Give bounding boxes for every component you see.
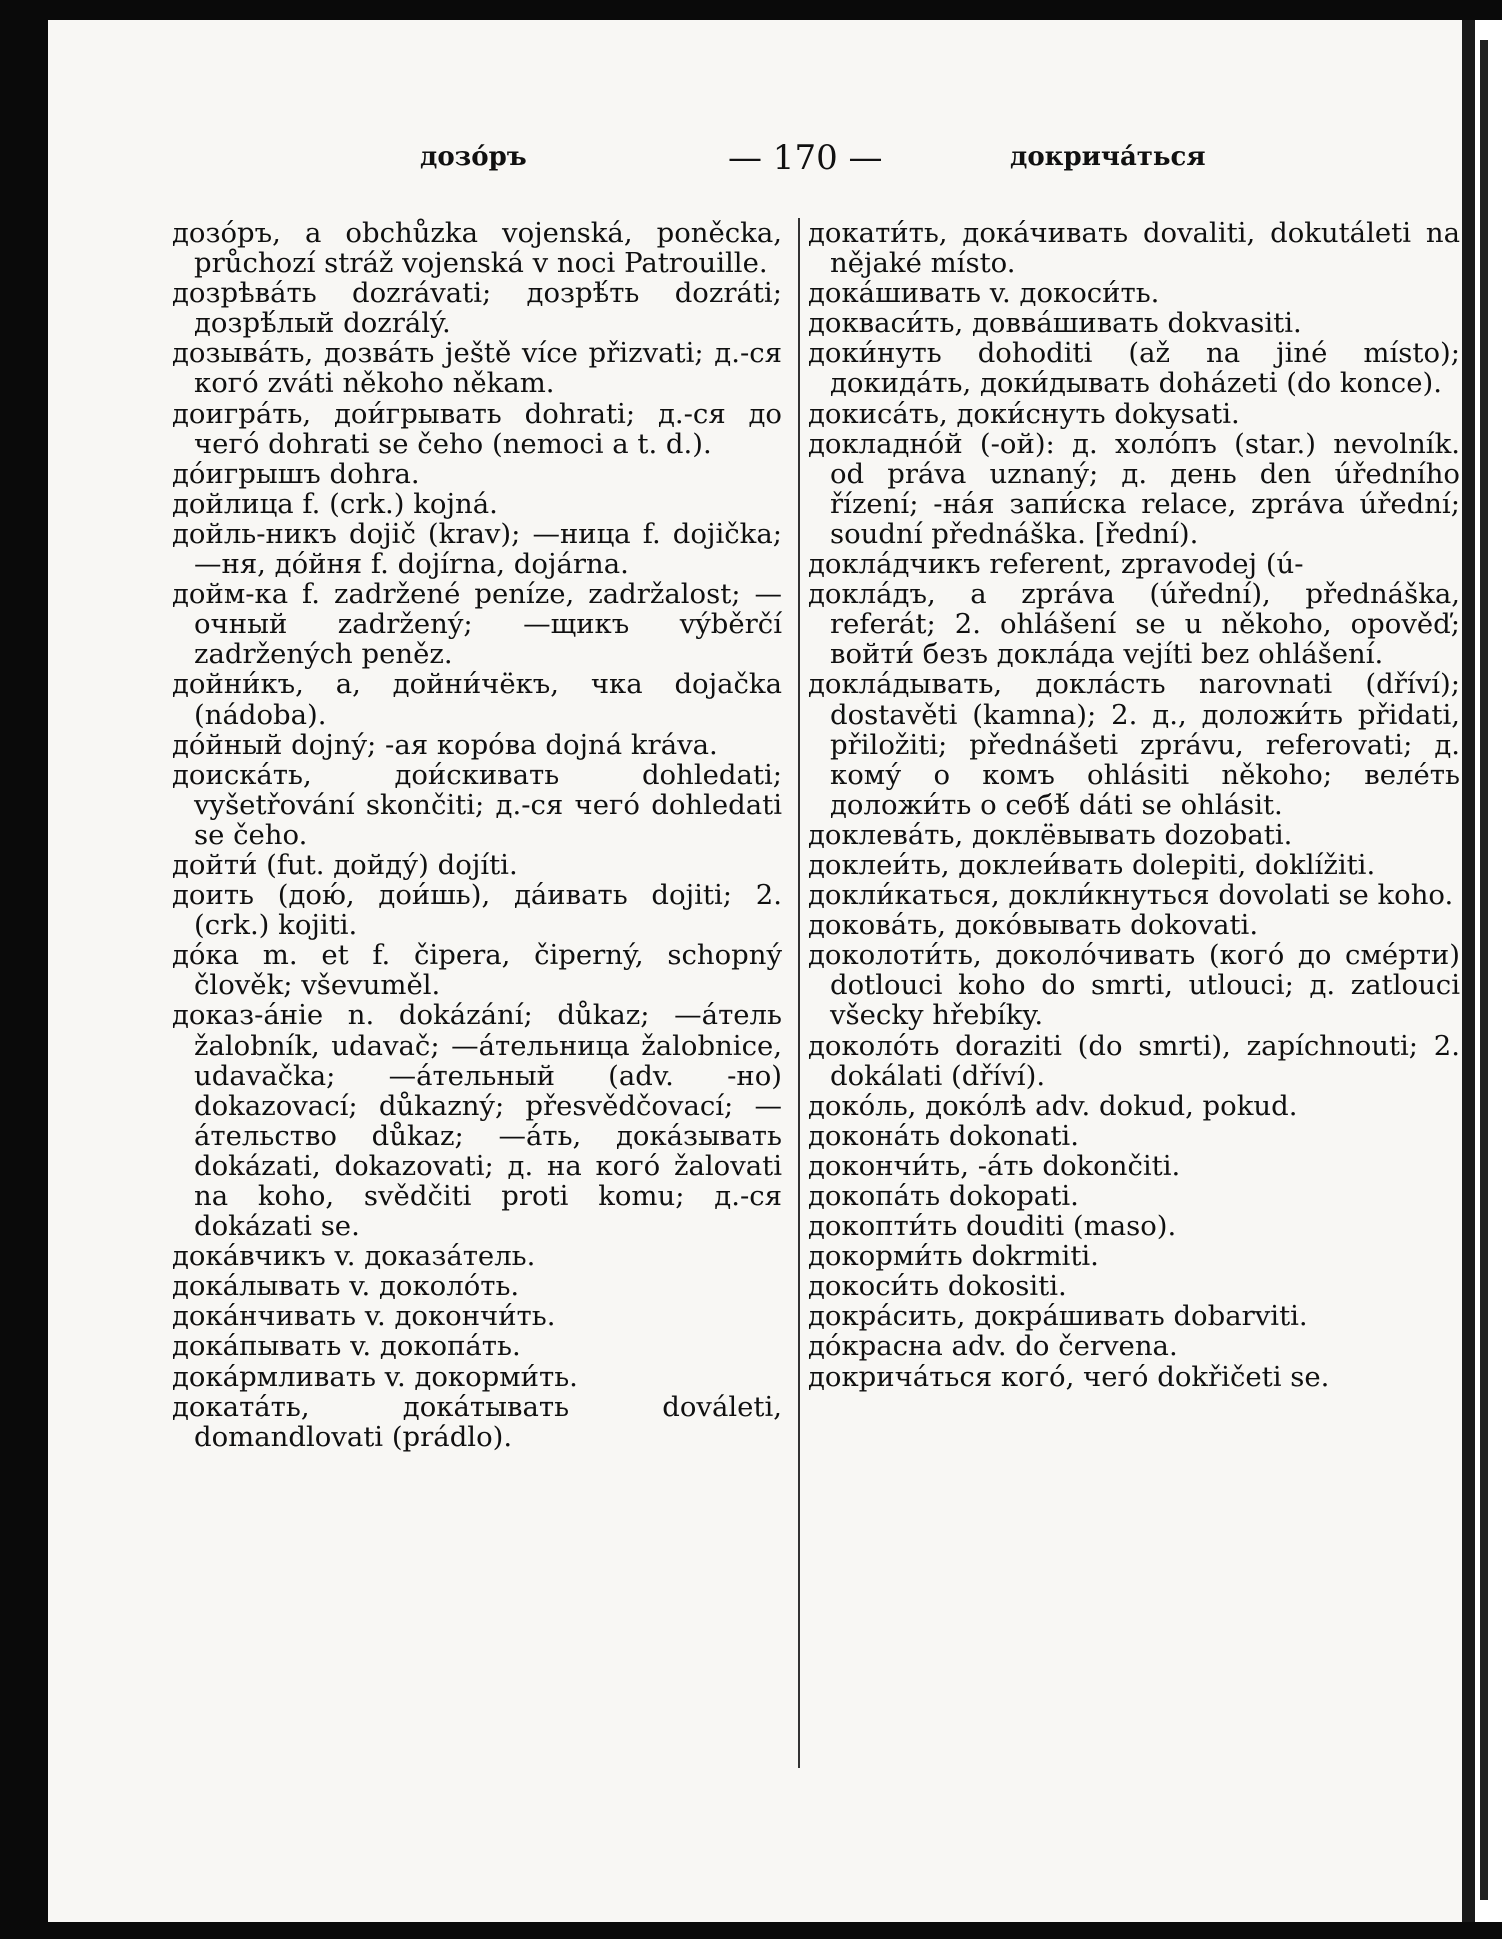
dictionary-entry: дойм-ка f. zadržené peníze, zadržalost; —очный zadržený; —щикъ výběrčí zadržených peněz.	[172, 578, 782, 671]
dictionary-entry: доказ-а́ніе n. dokázání; důkaz; —а́тель žalobník, udavač; —а́тельница žalobnice, udavačka; —а́тельный (adv. -но) dokazovací; důkazný; přesvědčovací; —а́тельство důkaz; —а́ть, дока́зывать dokázati, dokazovati; д. на кого́ žalovati na koho, svědčiti proti komu; д.-ся dokázati se.	[172, 999, 782, 1243]
dictionary-entry: до́игрышъ dohra.	[172, 457, 420, 490]
dictionary-entry: дойль-никъ dojič (krav); —ница f. dojička; —ня, до́йня f. dojírna, dojárna.	[172, 517, 782, 581]
dictionary-entry: докопа́ть dokopati.	[808, 1180, 1079, 1212]
running-header	[48, 138, 1462, 178]
dictionary-entry: до́йный dojný; -ая коро́ва dojná kráva.	[172, 728, 718, 761]
dictionary-entry: дойти́ (fut. дойду́) dojíti.	[172, 848, 518, 881]
dictionary-entry: докиса́ть, доки́снуть dokysati.	[808, 397, 1240, 430]
dictionary-entry: докла́дывать, докла́сть narovnati (dříví); dostavěti (kamna); 2. д., доложи́ть přidati, přiložiti; přednášeti zprávu, referovati; д. кому́ о комъ ohlásiti někoho; веле́ть доложи́ть о себѣ́ dáti se ohlásit.	[808, 668, 1460, 821]
dictionary-entry: доклева́ть, доклёвывать dozobati.	[808, 818, 1293, 851]
dictionary-entry: дока́рмливать v. докорми́ть.	[172, 1360, 578, 1393]
dictionary-entry: доколоти́ть, доколо́чивать (кого́ до сме́рти) dotlouci koho do smrti, utlouci; д. zatlouci všecky hřebíky.	[808, 939, 1460, 1032]
dictionary-entry: доиска́ть, дои́скивать dohledati; vyšetřování skončiti; д.-ся чего́ dohledati se čeho.	[172, 758, 782, 851]
dictionary-entry: докрича́ться кого́, чего́ dokřičeti se.	[808, 1360, 1330, 1393]
dictionary-entry: доклеи́ть, доклеи́вать dolepiti, doklížiti.	[808, 848, 1376, 881]
dictionary-entry: доигра́ть, дои́грывать dohrati; д.-ся до чего́ dohrati se čeho (nemoci a t. d.).	[172, 397, 782, 460]
dictionary-entry: докли́каться, докли́кнуться dovolati se koho.	[808, 879, 1454, 912]
dictionary-entry: дойни́къ, a, дойни́чёкъ, чка dojačka (nádoba).	[172, 668, 782, 731]
dictionary-entry: докопти́ть douditi (maso).	[808, 1210, 1177, 1243]
dictionary-entry: дока́шивать v. докоси́ть.	[808, 277, 1160, 310]
right-column	[808, 218, 1460, 1392]
book-page	[48, 20, 1476, 1922]
dictionary-entry: докорми́ть dokrmiti.	[808, 1240, 1099, 1273]
page-number: — 170 —	[728, 138, 883, 178]
dictionary-entry: докла́дчикъ referent, zpravodej (ú-	[808, 548, 1304, 581]
header-left-guideword: дозо́ръ	[420, 142, 527, 172]
dictionary-entry: дока́нчивать v. докончи́ть.	[172, 1300, 556, 1333]
column-divider	[798, 218, 800, 1768]
left-column	[172, 218, 782, 1452]
dictionary-entry: докоси́ть dokositi.	[808, 1270, 1067, 1303]
dictionary-entry: дока́лывать v. доколо́ть.	[172, 1270, 520, 1303]
dictionary-entry: дока́пывать v. докопа́ть.	[172, 1330, 521, 1363]
dictionary-entry: докона́ть dokonati.	[808, 1119, 1079, 1152]
dictionary-entry: до́красна adv. do červena.	[808, 1330, 1178, 1363]
dictionary-entry: доколо́ть doraziti (do smrti), zapíchnouti; 2. dokálati (dříví).	[808, 1029, 1460, 1092]
dictionary-entry: докладно́й (-ой): д. холо́пъ (star.) nevolník. od práva uznaný; д. день den úředního řízení; -на́я запи́ска relace, zpráva úřední; soudní přednáška. [řední).	[808, 427, 1460, 550]
dictionary-entry: докончи́ть, -а́ть dokončiti.	[808, 1149, 1181, 1182]
dictionary-entry: дойлица f. (crk.) kojná.	[172, 487, 498, 520]
dictionary-entry: до́ка m. et f. čipera, čiperný, schopný člověk; vševuměl.	[172, 939, 782, 1002]
dictionary-entry: докати́ть, дока́чивать dovaliti, dokutáleti na nějaké místo.	[808, 217, 1460, 280]
dictionary-entry: докваси́ть, довва́шивать dokvasiti.	[808, 307, 1302, 340]
dictionary-entry: докра́сить, докра́шивать dobarviti.	[808, 1300, 1308, 1333]
header-right-guideword: докрича́ться	[1010, 142, 1206, 172]
dictionary-entry: доить (дою́, дои́шь), да́ивать dojiti; 2. (crk.) kojiti.	[172, 879, 782, 942]
dictionary-entry: доко́ль, доко́лѣ adv. dokud, pokud.	[808, 1089, 1298, 1122]
dictionary-entry: доки́нуть dohoditi (až na jiné místo); докида́ть, доки́дывать doházeti (do konce).	[808, 337, 1460, 400]
dictionary-entry: доката́ть, дока́тывать dováleti, domandlovati (prádlo).	[172, 1390, 782, 1453]
dictionary-entry: дозыва́ть, дозва́ть ještě více přizvati; д.-ся кого́ zváti někoho někam.	[172, 337, 782, 400]
dictionary-entry: дока́вчикъ v. доказа́тель.	[172, 1240, 536, 1273]
page-edge-shadow	[1480, 40, 1488, 1900]
dictionary-entry: докова́ть, доко́вывать dokovati.	[808, 909, 1259, 942]
dictionary-entry: дозо́ръ, a obchůzka vojenská, poněcka, průchozí stráž vojenská v noci Patrouille.	[172, 217, 782, 280]
dictionary-entry: докла́дъ, a zpráva (úřední), přednáška, referát; 2. ohlášení se u někoho, opověď; войти́ безъ докла́да vejíti bez ohlášení.	[808, 578, 1460, 671]
dictionary-entry: дозрѣва́ть dozrávati; дозрѣ́ть dozráti; дозрѣ́лый dozrálý.	[172, 277, 782, 340]
